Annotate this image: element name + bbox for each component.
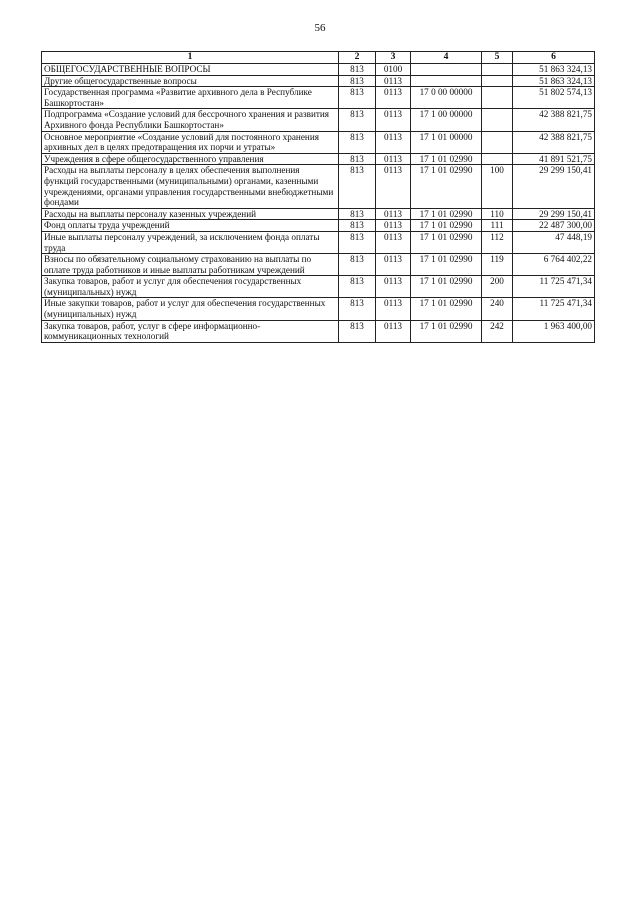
amount-cell: 29 299 150,41 xyxy=(513,208,595,220)
table-row xyxy=(42,109,595,131)
target-article-cell: 17 1 01 02990 xyxy=(411,254,482,276)
amount-cell: 47 448,19 xyxy=(513,231,595,253)
section-code-cell: 0113 xyxy=(376,320,411,342)
ved-code-cell: 813 xyxy=(339,231,376,253)
amount-cell: 11 725 471,34 xyxy=(513,298,595,320)
expense-type-cell xyxy=(482,64,513,76)
table-row xyxy=(42,87,595,109)
table-row xyxy=(42,153,595,165)
target-article-cell: 17 1 01 02990 xyxy=(411,208,482,220)
expense-type-cell xyxy=(482,75,513,87)
target-article-cell: 17 1 01 02990 xyxy=(411,231,482,253)
target-article-cell: 17 0 00 00000 xyxy=(411,87,482,109)
amount-cell: 51 863 324,13 xyxy=(513,75,595,87)
row-name-cell: Закупка товаров, работ, услуг в сфере информационно-коммуникационных технологий xyxy=(42,320,339,342)
amount-cell: 6 764 402,22 xyxy=(513,254,595,276)
ved-code-cell: 813 xyxy=(339,276,376,298)
expense-type-cell: 100 xyxy=(482,165,513,208)
amount-cell: 11 725 471,34 xyxy=(513,276,595,298)
section-code-cell: 0113 xyxy=(376,109,411,131)
amount-cell: 42 388 821,75 xyxy=(513,131,595,153)
section-code-cell: 0100 xyxy=(376,64,411,76)
section-code-cell: 0113 xyxy=(376,298,411,320)
section-code-cell: 0113 xyxy=(376,87,411,109)
expense-type-cell: 112 xyxy=(482,231,513,253)
ved-code-cell: 813 xyxy=(339,109,376,131)
section-code-cell: 0113 xyxy=(376,276,411,298)
ved-code-cell: 813 xyxy=(339,320,376,342)
table-row xyxy=(42,64,595,76)
section-code-cell: 0113 xyxy=(376,231,411,253)
row-name-cell: Основное мероприятие «Создание условий для постоянного хранения архивных дел в целях предотвращения их порчи и утраты» xyxy=(42,131,339,153)
target-article-cell: 17 1 01 02990 xyxy=(411,298,482,320)
target-article-cell: 17 1 00 00000 xyxy=(411,109,482,131)
table-row xyxy=(42,320,595,342)
header-cell: 6 xyxy=(513,52,595,64)
row-name-cell: Расходы на выплаты персоналу в целях обеспечения выполнения функций государственными (муниципальными) органами, казенными учреждениями, органами управления государственными внебюджетными фондами xyxy=(42,165,339,208)
row-name-cell: ОБЩЕГОСУДАРСТВЕННЫЕ ВОПРОСЫ xyxy=(42,64,339,76)
ved-code-cell: 813 xyxy=(339,208,376,220)
header-cell: 3 xyxy=(376,52,411,64)
amount-cell: 29 299 150,41 xyxy=(513,165,595,208)
row-name-cell: Учреждения в сфере общегосударственного управления xyxy=(42,153,339,165)
target-article-cell: 17 1 01 02990 xyxy=(411,276,482,298)
table-row xyxy=(42,298,595,320)
section-code-cell: 0113 xyxy=(376,75,411,87)
expense-type-cell xyxy=(482,131,513,153)
ved-code-cell: 813 xyxy=(339,131,376,153)
target-article-cell: 17 1 01 02990 xyxy=(411,153,482,165)
table-row xyxy=(42,231,595,253)
budget-table xyxy=(41,51,595,343)
ved-code-cell: 813 xyxy=(339,254,376,276)
ved-code-cell: 813 xyxy=(339,165,376,208)
row-name-cell: Иные выплаты персоналу учреждений, за исключением фонда оплаты труда xyxy=(42,231,339,253)
row-name-cell: Фонд оплаты труда учреждений xyxy=(42,220,339,232)
table-row xyxy=(42,131,595,153)
row-name-cell: Иные закупки товаров, работ и услуг для обеспечения государственных (муниципальных) нужд xyxy=(42,298,339,320)
expense-type-cell: 242 xyxy=(482,320,513,342)
target-article-cell xyxy=(411,75,482,87)
table-row xyxy=(42,220,595,232)
table-body xyxy=(42,52,595,343)
ved-code-cell: 813 xyxy=(339,75,376,87)
amount-cell: 51 802 574,13 xyxy=(513,87,595,109)
expense-type-cell: 119 xyxy=(482,254,513,276)
expense-type-cell: 111 xyxy=(482,220,513,232)
header-cell: 4 xyxy=(411,52,482,64)
target-article-cell: 17 1 01 02990 xyxy=(411,220,482,232)
amount-cell: 1 963 400,00 xyxy=(513,320,595,342)
table-row xyxy=(42,75,595,87)
table-header-row xyxy=(42,52,595,64)
section-code-cell: 0113 xyxy=(376,131,411,153)
page-number: 56 xyxy=(314,22,326,34)
expense-type-cell: 240 xyxy=(482,298,513,320)
section-code-cell: 0113 xyxy=(376,254,411,276)
table-row xyxy=(42,254,595,276)
section-code-cell: 0113 xyxy=(376,165,411,208)
table-row xyxy=(42,165,595,208)
target-article-cell: 17 1 01 02990 xyxy=(411,165,482,208)
ved-code-cell: 813 xyxy=(339,153,376,165)
target-article-cell xyxy=(411,64,482,76)
expense-type-cell xyxy=(482,109,513,131)
target-article-cell: 17 1 01 00000 xyxy=(411,131,482,153)
row-name-cell: Расходы на выплаты персоналу казенных учреждений xyxy=(42,208,339,220)
target-article-cell: 17 1 01 02990 xyxy=(411,320,482,342)
expense-type-cell xyxy=(482,87,513,109)
header-cell: 2 xyxy=(339,52,376,64)
row-name-cell: Подпрограмма «Создание условий для бессрочного хранения и развития Архивного фонда Республики Башкортостан» xyxy=(42,109,339,131)
section-code-cell: 0113 xyxy=(376,153,411,165)
section-code-cell: 0113 xyxy=(376,208,411,220)
section-code-cell: 0113 xyxy=(376,220,411,232)
amount-cell: 22 487 300,00 xyxy=(513,220,595,232)
row-name-cell: Государственная программа «Развитие архивного дела в Республике Башкортостан» xyxy=(42,87,339,109)
row-name-cell: Закупка товаров, работ и услуг для обеспечения государственных (муниципальных) нужд xyxy=(42,276,339,298)
ved-code-cell: 813 xyxy=(339,220,376,232)
ved-code-cell: 813 xyxy=(339,64,376,76)
expense-type-cell: 110 xyxy=(482,208,513,220)
expense-type-cell: 200 xyxy=(482,276,513,298)
table-row xyxy=(42,208,595,220)
amount-cell: 41 891 521,75 xyxy=(513,153,595,165)
amount-cell: 51 863 324,13 xyxy=(513,64,595,76)
expense-type-cell xyxy=(482,153,513,165)
row-name-cell: Взносы по обязательному социальному страхованию на выплаты по оплате труда работников и иные выплаты работникам учреждений xyxy=(42,254,339,276)
header-cell: 5 xyxy=(482,52,513,64)
ved-code-cell: 813 xyxy=(339,87,376,109)
ved-code-cell: 813 xyxy=(339,298,376,320)
table-row xyxy=(42,276,595,298)
header-cell: 1 xyxy=(42,52,339,64)
amount-cell: 42 388 821,75 xyxy=(513,109,595,131)
row-name-cell: Другие общегосударственные вопросы xyxy=(42,75,339,87)
